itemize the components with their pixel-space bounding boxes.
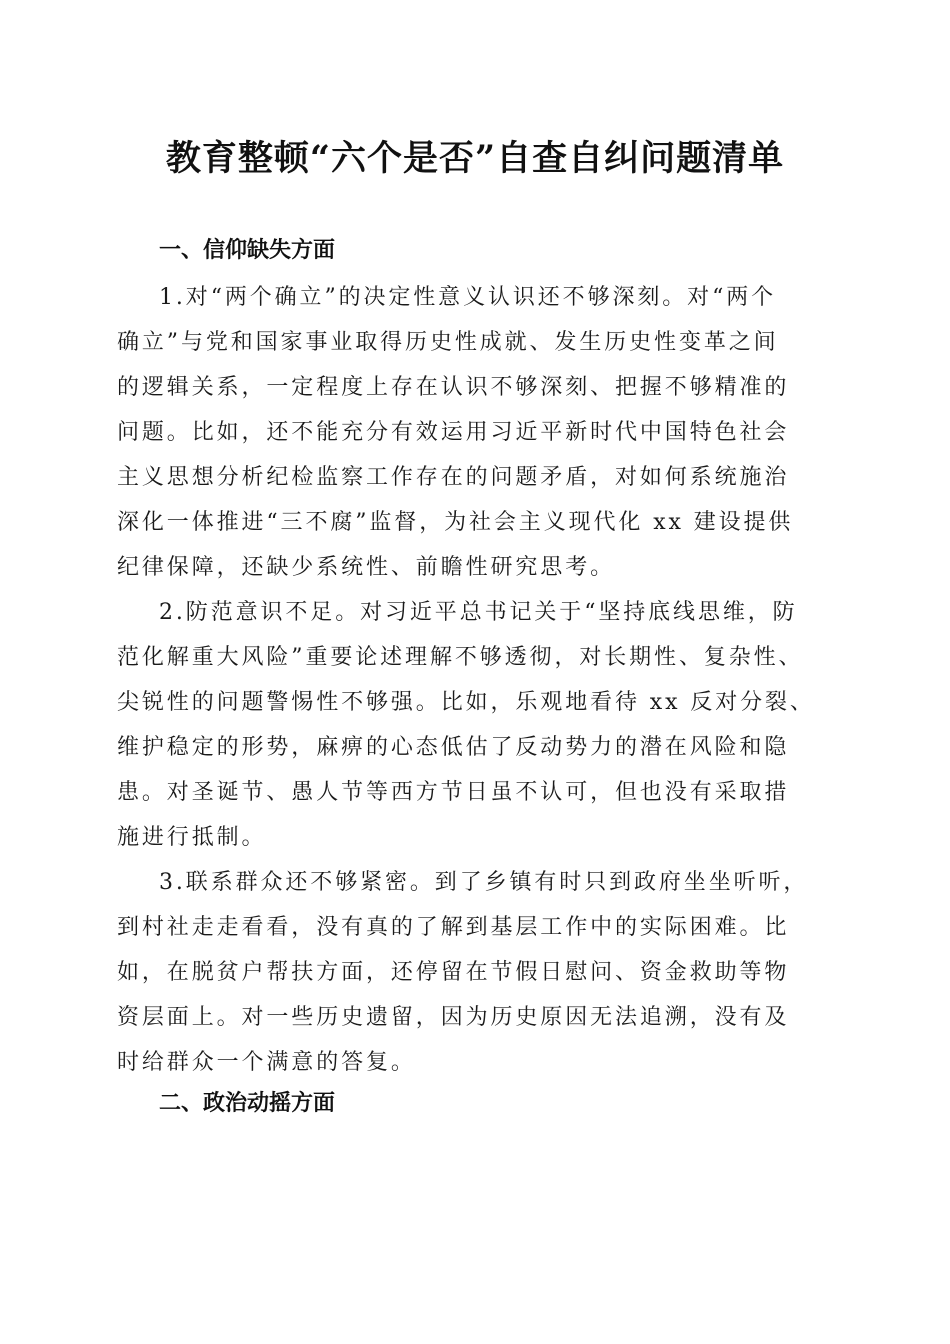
paragraph-line: 主义思想分析纪检监察工作存在的问题矛盾，对如何系统施治 [117,465,790,490]
paragraph-line: 2.防范意识不足。对习近平总书记关于“坚持底线思维，防 [159,600,798,625]
paragraph-line: 到村社走走看看，没有真的了解到基层工作中的实际困难。比 [117,915,790,940]
paragraph-line: 深化一体推进“三不腐”监督，为社会主义现代化 xx 建设提供 [117,510,794,535]
paragraph-line: 尖锐性的问题警惕性不够强。比如，乐观地看待 xx 反对分裂、 [117,690,815,715]
paragraph-line: 时给群众一个满意的答复。 [117,1050,416,1075]
paragraph-line: 范化解重大风险”重要论述理解不够透彻，对长期性、复杂性、 [117,645,804,670]
document-title: 教育整顿“六个是否”自查自纠问题清单 [165,138,785,179]
paragraph-line: 问题。比如，还不能充分有效运用习近平新时代中国特色社会 [117,420,790,445]
paragraph-line: 纪律保障，还缺少系统性、前瞻性研究思考。 [117,555,616,580]
paragraph-line: 确立”与党和国家事业取得历史性成就、发生历史性变革之间 [117,330,779,355]
section-heading-1: 一、信仰缺失方面 [159,238,336,263]
paragraph-line: 施进行抵制。 [117,825,267,850]
paragraph-line: 患。对圣诞节、愚人节等西方节日虽不认可，但也没有采取措 [117,780,790,805]
paragraph-line: 如，在脱贫户帮扶方面，还停留在节假日慰问、资金救助等物 [117,960,790,985]
paragraph-line: 维护稳定的形势，麻痹的心态低估了反动势力的潜在风险和隐 [117,735,790,760]
paragraph-line: 资层面上。对一些历史遗留，因为历史原因无法追溯，没有及 [117,1005,790,1030]
section-heading-2: 二、政治动摇方面 [159,1091,336,1116]
paragraph-line: 的逻辑关系，一定程度上存在认识不够深刻、把握不够精准的 [117,375,790,400]
paragraph-line: 3.联系群众还不够紧密。到了乡镇有时只到政府坐坐听听， [159,870,809,895]
paragraph-line: 1.对“两个确立”的决定性意义认识还不够深刻。对“两个 [159,285,777,310]
